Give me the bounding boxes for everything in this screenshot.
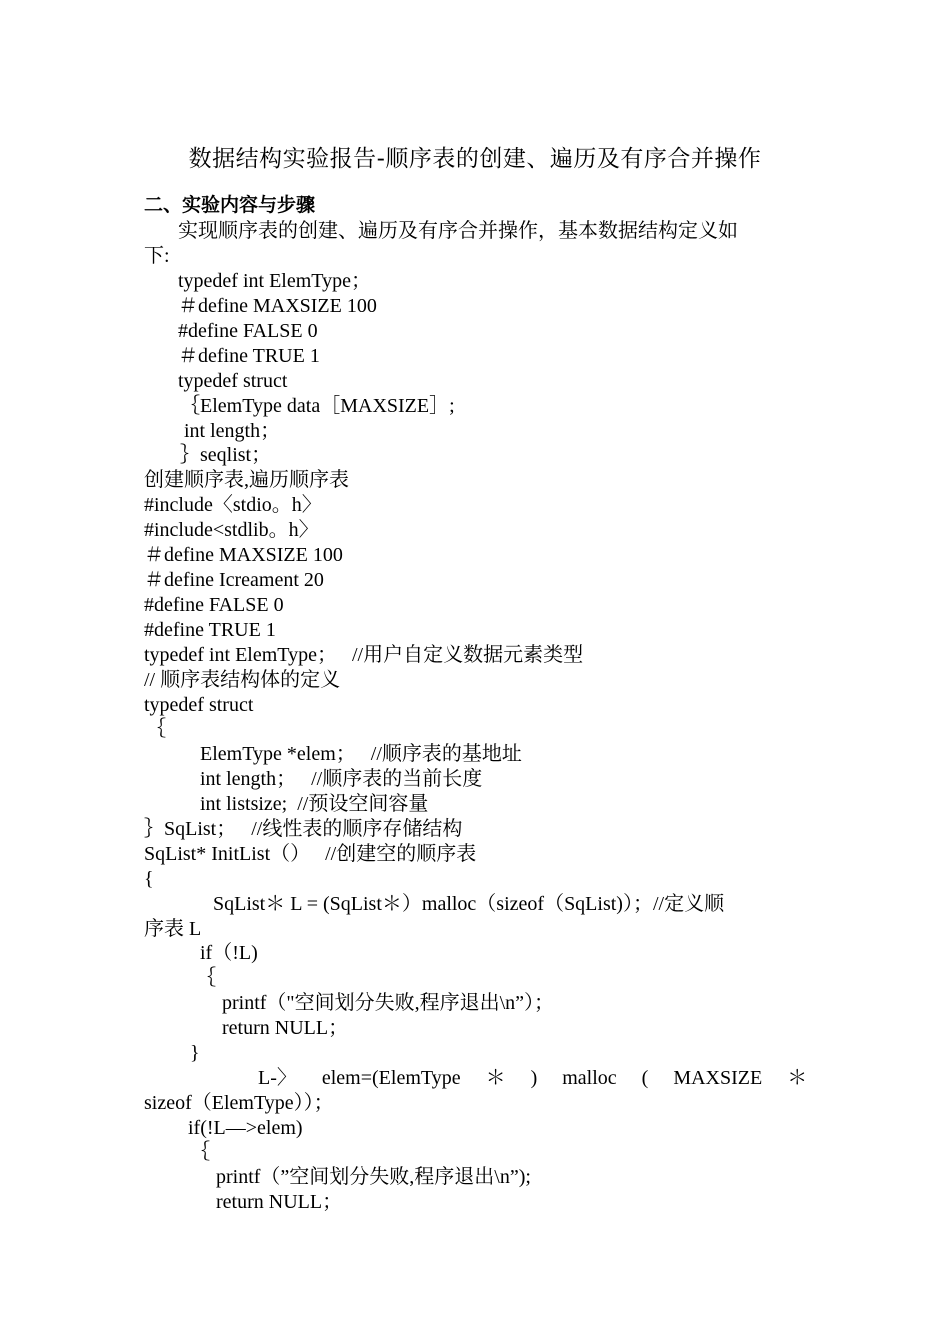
code-line: printf（”空间划分失败,程序退出\n”);	[216, 1166, 531, 1188]
code-line: return NULL；	[216, 1191, 343, 1213]
code-line: int listsize; //预设空间容量	[200, 793, 429, 815]
code-line: // 顺序表结构体的定义	[144, 669, 341, 691]
code-line: 序表 L	[144, 918, 202, 940]
code-line: if（!L)	[200, 942, 258, 964]
code-line: if(!L—>elem)	[188, 1117, 303, 1139]
code-line: int length；	[184, 420, 281, 442]
document-title: 数据结构实验报告-顺序表的创建、遍历及有序合并操作	[188, 146, 762, 172]
code-line: #include<stdlib。h〉	[144, 519, 319, 541]
code-line: typedef int ElemType；	[178, 270, 371, 292]
code-line: ｝seqlist；	[180, 444, 272, 466]
code-line: #define FALSE 0	[144, 594, 284, 616]
code-line: ＃define TRUE 1	[178, 345, 320, 367]
code-line	[258, 1066, 806, 1090]
code-line: typedef struct	[144, 694, 254, 716]
code-line: sizeof（ElemType））；	[144, 1092, 334, 1114]
code-line: #define FALSE 0	[178, 320, 318, 342]
code-line: }	[190, 1042, 200, 1064]
code-line: ＃define Icreament 20	[144, 569, 324, 591]
code-line: ＃define MAXSIZE 100	[178, 295, 377, 317]
code-line: ｛	[196, 967, 216, 989]
code-line: SqList＊ L = (SqList＊）malloc（sizeof（SqList)）；//定义顺	[213, 893, 725, 915]
code-line: #define TRUE 1	[144, 619, 276, 641]
text-line: 创建顺序表,遍历顺序表	[144, 469, 349, 491]
text-line: 下:	[144, 245, 170, 267]
code-line: typedef int ElemType； //用户自定义数据元素类型	[144, 644, 584, 666]
code-line: ｝SqList； //线性表的顺序存储结构	[144, 818, 463, 840]
code-line: ｛	[146, 718, 166, 740]
code-line: printf（"空间划分失败,程序退出\n”）；	[222, 992, 555, 1014]
code-line: #include〈stdio。h〉	[144, 494, 322, 516]
code-line: {	[144, 868, 154, 890]
code-line: ｛	[190, 1141, 210, 1163]
code-token: L-〉 elem=(ElemType ＊ ) malloc ( MAXSIZE ＊	[258, 1067, 808, 1089]
code-line: ElemType *elem； //顺序表的基地址	[200, 743, 522, 765]
code-line: int length； //顺序表的当前长度	[200, 768, 483, 790]
section-heading: 二、实验内容与步骤	[144, 194, 316, 216]
code-line: ｛ElemType data［MAXSIZE］;	[180, 395, 455, 417]
code-line: return NULL；	[222, 1017, 349, 1039]
code-line: ＃define MAXSIZE 100	[144, 544, 343, 566]
code-line: SqList* InitList（） //创建空的顺序表	[144, 843, 477, 865]
text-line: 实现顺序表的创建、遍历及有序合并操作，基本数据结构定义如	[178, 220, 738, 242]
code-line: typedef struct	[178, 370, 288, 392]
